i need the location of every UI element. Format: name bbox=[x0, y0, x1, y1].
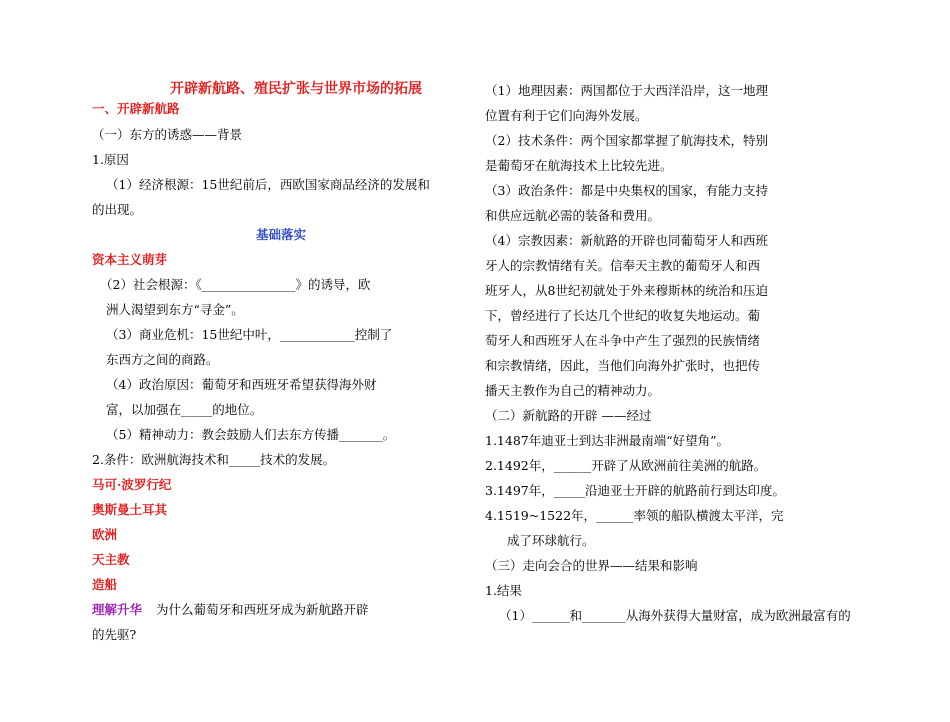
text-line: 的先驱? bbox=[92, 627, 137, 642]
text-line: 牙人的宗教情绪有关。信奉天主教的葡萄牙人和西 bbox=[485, 258, 761, 273]
text-line: 的出现。 bbox=[92, 202, 143, 217]
text-line: 位置有利于它们向海外发展。 bbox=[485, 108, 648, 123]
subsection-heading: （二）新航路的开辟 ——经过 bbox=[485, 408, 652, 423]
text-line: 成了环球航行。 bbox=[507, 533, 595, 548]
text-line: 2.1492年，______开辟了从欧洲前往美洲的航路。 bbox=[485, 458, 767, 473]
text-line: （4）宗教因素：新航路的开辟也同葡萄牙人和西班 bbox=[485, 233, 768, 248]
basics-heading: 基础落实 bbox=[255, 227, 306, 242]
text-line: （3）商业危机：15世纪中叶，____________控制了 bbox=[106, 327, 393, 342]
text-line: （3）政治条件：都是中央集权的国家，有能力支持 bbox=[485, 183, 768, 198]
text-line: （2）技术条件：两个国家都掌握了航海技术，特别 bbox=[485, 133, 768, 148]
page-title: 开辟新航路、殖民扩张与世界市场的拓展 bbox=[170, 81, 422, 97]
understanding-question bbox=[92, 597, 470, 622]
text-line: （2）社会根源：《_______________》的诱导，欧 bbox=[100, 277, 371, 292]
answer-text: 马可·波罗行纪 bbox=[92, 477, 172, 492]
text-line: 洲人渴望到东方“寻金”。 bbox=[106, 302, 244, 317]
text-line: 和宗教情绪，因此，当他们向海外扩张时，也把传 bbox=[485, 358, 761, 373]
text-line: （1）地理因素：两国都位于大西洋沿岸，这一地理 bbox=[485, 83, 768, 98]
text-line: 3.1497年，_____沿迪亚士开辟的航路前行到达印度。 bbox=[485, 483, 785, 498]
subsection-heading: （一）东方的诱惑——背景 bbox=[92, 127, 243, 142]
question-text: 为什么葡萄牙和西班牙成为新航路开辟 bbox=[156, 602, 369, 617]
text-line: （1）经济根源：15世纪前后，西欧国家商品经济的发展和 bbox=[106, 177, 430, 192]
text-line: 4.1519~1522年，______率领的船队横渡太平洋，完 bbox=[485, 508, 784, 523]
point-heading: 1.结果 bbox=[485, 583, 522, 598]
text-line: （5）精神动力：教会鼓励人们去东方传播_______。 bbox=[106, 427, 396, 442]
text-line: 东西方之间的商路。 bbox=[106, 352, 219, 367]
text-line: 下，曾经进行了长达几个世纪的收复失地运动。葡 bbox=[485, 308, 761, 323]
answer-text: 天主教 bbox=[92, 552, 130, 567]
text-line: 1.1487年迪亚士到达非洲最南端“好望角”。 bbox=[485, 433, 730, 448]
text-line: 是葡萄牙在航海技术上比较先进。 bbox=[485, 158, 673, 173]
subsection-heading: （三）走向会合的世界——结果和影响 bbox=[485, 558, 698, 573]
understanding-label: 理解升华 bbox=[92, 602, 143, 617]
text-line: 和供应远航必需的装备和费用。 bbox=[485, 208, 661, 223]
right-column bbox=[485, 78, 865, 628]
answer-text: 造船 bbox=[92, 577, 118, 592]
text-line: 播天主教作为自己的精神动力。 bbox=[485, 383, 661, 398]
left-column bbox=[92, 78, 470, 647]
text-line: （4）政治原因：葡萄牙和西班牙希望获得海外财 bbox=[106, 377, 377, 392]
text-line: （1）______和_______从海外获得大量财富，成为欧洲最富有的 bbox=[499, 608, 851, 623]
section-heading: 一、开辟新航路 bbox=[92, 101, 180, 116]
answer-text: 资本主义萌芽 bbox=[92, 252, 168, 267]
text-line: 2.条件：欧洲航海技术和_____技术的发展。 bbox=[92, 452, 336, 467]
text-line: 萄牙人和西班牙人在斗争中产生了强烈的民族情绪 bbox=[485, 333, 761, 348]
text-line: 班牙人，从8世纪初就处于外来穆斯林的统治和压迫 bbox=[485, 283, 768, 298]
answer-text: 欧洲 bbox=[92, 527, 118, 542]
answer-text: 奥斯曼土耳其 bbox=[92, 502, 168, 517]
point-heading: 1.原因 bbox=[92, 152, 129, 167]
text-line: 富，以加强在_____的地位。 bbox=[106, 402, 263, 417]
